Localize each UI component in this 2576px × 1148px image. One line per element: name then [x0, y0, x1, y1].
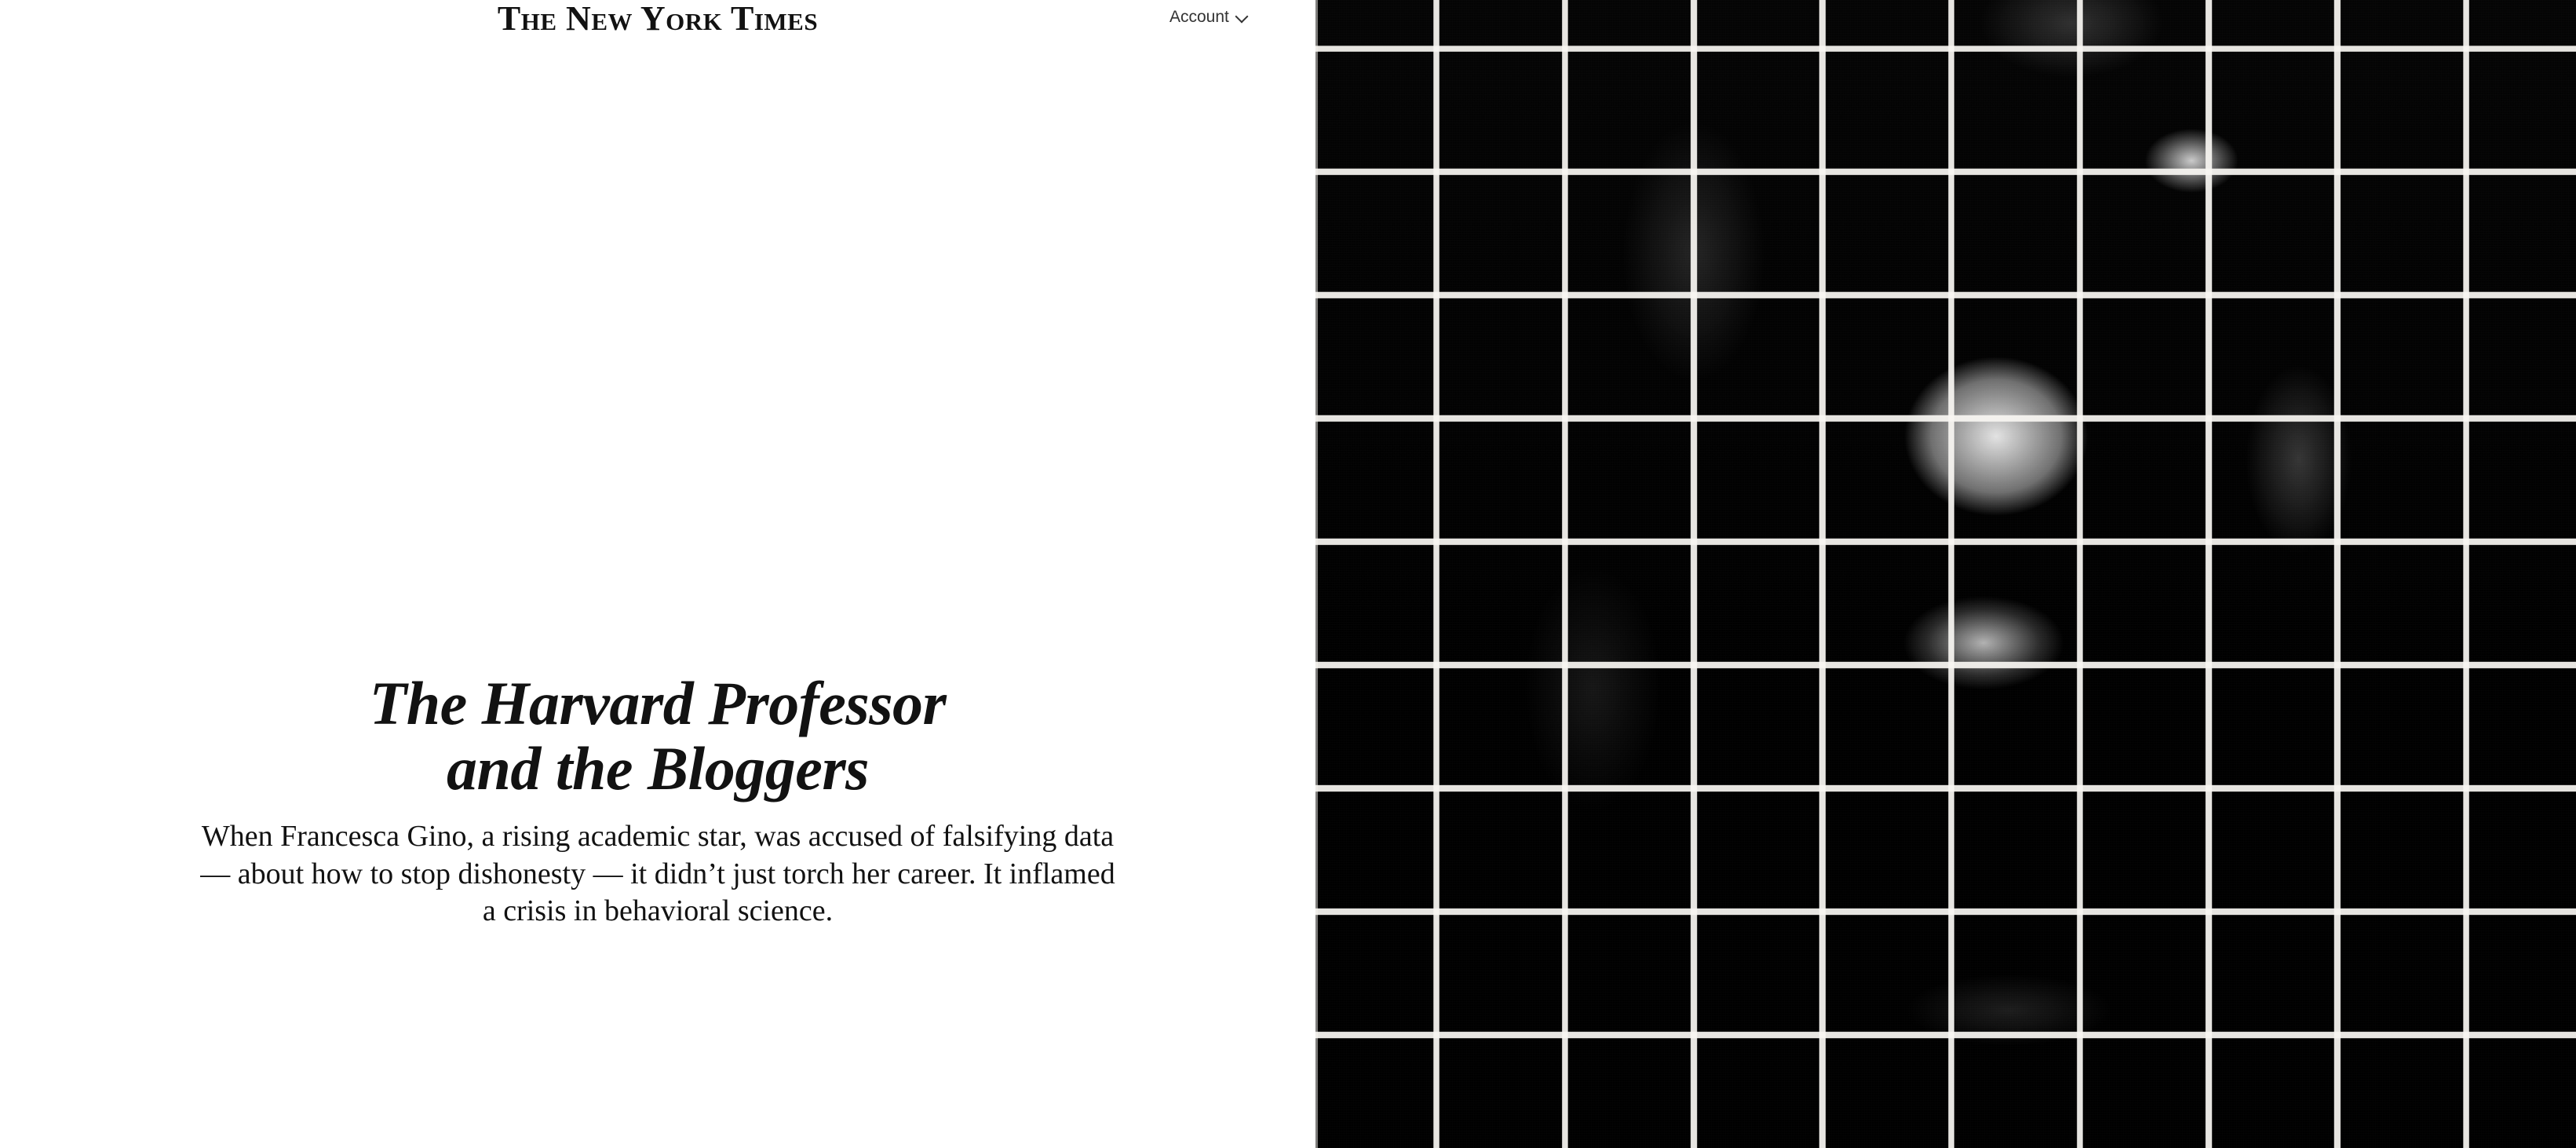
account-label: Account: [1169, 8, 1229, 26]
headline-line-1: The Harvard Professor: [369, 669, 947, 737]
headline-block: [0, 671, 1315, 930]
headline-line-2: and the Bloggers: [446, 733, 870, 803]
nyt-masthead-logo[interactable]: The New York Times: [497, 0, 819, 38]
hero-portrait-grid: [1315, 0, 2576, 1148]
masthead: [0, 0, 1315, 55]
article-summary: When Francesca Gino, a rising academic star, was accused of falsifying data — about how to stop dishonesty — it didn’t just torch her career. It inflamed a crisis in behavioral science.: [200, 820, 1115, 928]
account-menu[interactable]: [1169, 8, 1248, 27]
chevron-down-icon: [1237, 10, 1248, 21]
hero-image-pane: [1315, 0, 2576, 1148]
page-title: [94, 671, 1221, 801]
